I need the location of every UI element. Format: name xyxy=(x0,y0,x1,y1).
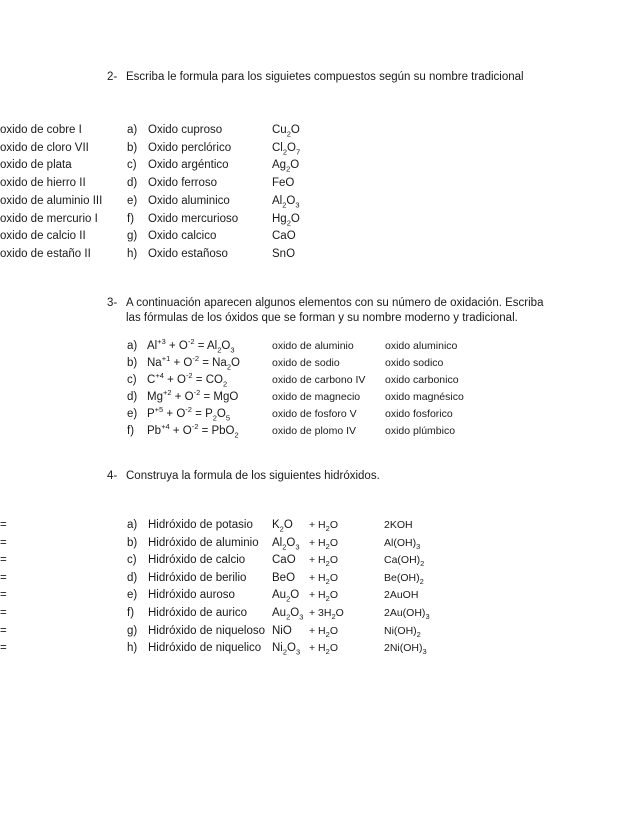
item-product: $Be(OH)_2$ xyxy=(384,571,424,586)
item-water: + $H_2O$ xyxy=(309,642,338,657)
item-name: Hidróxido auroso xyxy=(148,589,235,602)
section-3-instruction-line-1: A continuación aparecen algunos elementos con su número de oxidación. Escriba xyxy=(126,297,544,309)
item-description: oxido de aluminio III xyxy=(0,194,103,207)
item-product: $Al(OH)_3$ xyxy=(384,536,421,551)
item-traditional: oxido aluminico xyxy=(385,340,458,352)
item-oxide: NiO xyxy=(272,624,292,637)
item-letter: f) xyxy=(127,607,135,619)
item-formula: SnO xyxy=(272,247,296,260)
item-oxide: $Au_2O_3$ xyxy=(272,607,304,622)
item-letter: g) xyxy=(127,230,138,243)
item-equals: = xyxy=(0,519,7,531)
item-reaction: $Pb^{+4} + O^{-2} = PbO_2$ xyxy=(147,422,239,440)
item-formula: $Ag_2O$ xyxy=(272,159,300,174)
section-3-number: 3- xyxy=(107,297,118,309)
item-name: Hidróxido de niqueloso xyxy=(148,624,265,637)
item-water: + $H_2O$ xyxy=(309,519,338,534)
item-formula: $Hg_2O$ xyxy=(272,212,300,227)
item-letter: b) xyxy=(127,141,138,154)
item-product: $2Au(OH)_3$ xyxy=(384,607,430,622)
section-2-instruction: Escriba le formula para los siguietes compuestos según su nombre tradicional xyxy=(126,71,524,83)
item-traditional: oxido carbonico xyxy=(385,374,459,386)
item-product: 2AuOH xyxy=(384,589,419,602)
item-letter: d) xyxy=(127,391,138,403)
item-equals: = xyxy=(0,554,7,567)
item-name: Hidróxido de potasio xyxy=(148,519,253,531)
item-water: + $H_2O$ xyxy=(309,589,338,604)
item-reaction: $Mg^{+2} + O^{-2}$ = MgO xyxy=(147,388,239,403)
item-letter: a) xyxy=(127,124,138,136)
item-letter: b) xyxy=(127,357,138,369)
item-letter: h) xyxy=(127,642,138,655)
section-4-heading xyxy=(107,470,380,482)
item-formula: $Cu_2O$ xyxy=(272,124,300,139)
item-letter: g) xyxy=(127,624,138,637)
item-description: oxido de calcio II xyxy=(0,230,86,243)
item-equals: = xyxy=(0,607,7,619)
item-oxide: $Al_2O_3$ xyxy=(272,536,300,551)
item-name: Oxido cuproso xyxy=(148,124,223,136)
item-formula: CaO xyxy=(272,230,296,243)
item-water: + $H_2O$ xyxy=(309,571,338,586)
item-formula: $Al_2O_3$ xyxy=(272,194,300,210)
item-equals: = xyxy=(0,536,7,549)
item-water: + $3H_2O$ xyxy=(309,607,344,622)
item-formula: $Cl_2O_7$ xyxy=(272,141,301,156)
item-description: oxido de cloro VII xyxy=(0,141,89,154)
item-traditional: oxido fosforico xyxy=(385,408,453,420)
item-equals: = xyxy=(0,571,7,584)
item-modern: oxido de plomo IV xyxy=(272,425,357,437)
item-modern: oxido de carbono IV xyxy=(272,374,366,386)
item-product: $2Ni(OH)_3$ xyxy=(384,642,427,657)
item-product: $Ca(OH)_2$ xyxy=(384,554,425,569)
item-letter: f) xyxy=(127,425,135,437)
item-description: oxido de cobre I xyxy=(0,124,82,136)
item-oxide: BeO xyxy=(272,571,296,584)
item-water: + $H_2O$ xyxy=(309,624,338,639)
item-formula: FeO xyxy=(272,177,295,190)
item-letter: e) xyxy=(127,589,138,602)
item-name: Hidróxido de berilio xyxy=(148,571,247,584)
item-letter: f) xyxy=(127,212,135,225)
item-letter: e) xyxy=(127,194,138,207)
item-name: Oxido aluminico xyxy=(148,194,230,207)
item-name: Hidróxido de niquelico xyxy=(148,642,262,655)
item-letter: c) xyxy=(127,159,137,172)
item-reaction: $Al^{+3} + O^{-2} = Al_2O_3$ xyxy=(147,337,235,355)
item-name: Oxido calcico xyxy=(148,230,217,243)
item-water: + $H_2O$ xyxy=(309,554,338,569)
item-water: + $H_2O$ xyxy=(309,536,338,551)
item-name: Oxido argéntico xyxy=(148,159,229,172)
item-name: Hidróxido de calcio xyxy=(148,554,246,567)
item-equals: = xyxy=(0,642,7,655)
item-name: Hidróxido de aurico xyxy=(148,607,248,619)
item-reaction: $C^{+4} + O^{-2} = CO_2$ xyxy=(147,371,228,389)
item-letter: a) xyxy=(127,519,138,531)
item-product: $Ni(OH)_2$ xyxy=(384,624,421,639)
section-3-instruction-line-2: las fórmulas de los óxidos que se forman y su nombre moderno y tradicional. xyxy=(126,312,518,324)
item-traditional: oxido magnésico xyxy=(385,391,464,403)
item-letter: e) xyxy=(127,408,138,420)
section-3-heading xyxy=(107,297,543,324)
section-2-number: 2- xyxy=(107,71,118,83)
item-traditional: oxido sodico xyxy=(385,357,444,369)
item-letter: c) xyxy=(127,374,137,386)
item-oxide: $Au_2O$ xyxy=(272,589,300,604)
item-letter: h) xyxy=(127,247,138,260)
item-letter: d) xyxy=(127,571,138,584)
item-modern: oxido de magnecio xyxy=(272,391,361,403)
item-description: oxido de estaño II xyxy=(0,247,91,260)
item-equals: = xyxy=(0,624,7,637)
section-4-instruction: Construya la formula de los siguientes hidróxidos. xyxy=(126,470,380,482)
item-description: oxido de plata xyxy=(0,159,72,172)
item-equals: = xyxy=(0,589,7,602)
item-name: Oxido mercurioso xyxy=(148,212,239,225)
item-letter: b) xyxy=(127,536,138,549)
item-letter: c) xyxy=(127,554,137,567)
item-traditional: oxido plúmbico xyxy=(385,425,456,437)
item-modern: oxido de aluminio xyxy=(272,340,354,352)
item-modern: oxido de sodio xyxy=(272,357,340,369)
item-reaction: $P^{+5} + O^{-2} = P_2O_5$ xyxy=(147,405,231,423)
item-modern: oxido de fosforo V xyxy=(272,408,357,420)
item-letter: a) xyxy=(127,340,138,352)
section-2-heading xyxy=(107,71,524,83)
item-product: 2KOH xyxy=(384,519,413,531)
item-oxide: CaO xyxy=(272,554,296,567)
item-name: Oxido ferroso xyxy=(148,177,218,190)
item-reaction: $Na^{+1} + O^{-2} = Na_2O$ xyxy=(147,354,240,372)
item-description: oxido de hierro II xyxy=(0,177,86,190)
item-name: Oxido perclórico xyxy=(148,141,232,154)
item-name: Oxido estañoso xyxy=(148,247,228,260)
item-letter: d) xyxy=(127,177,138,190)
item-oxide: $Ni_2O_3$ xyxy=(272,642,301,657)
item-name: Hidróxido de aluminio xyxy=(148,536,259,549)
item-oxide: $K_2O$ xyxy=(272,519,293,534)
section-4-number: 4- xyxy=(107,470,118,482)
item-description: oxido de mercurio I xyxy=(0,212,98,225)
